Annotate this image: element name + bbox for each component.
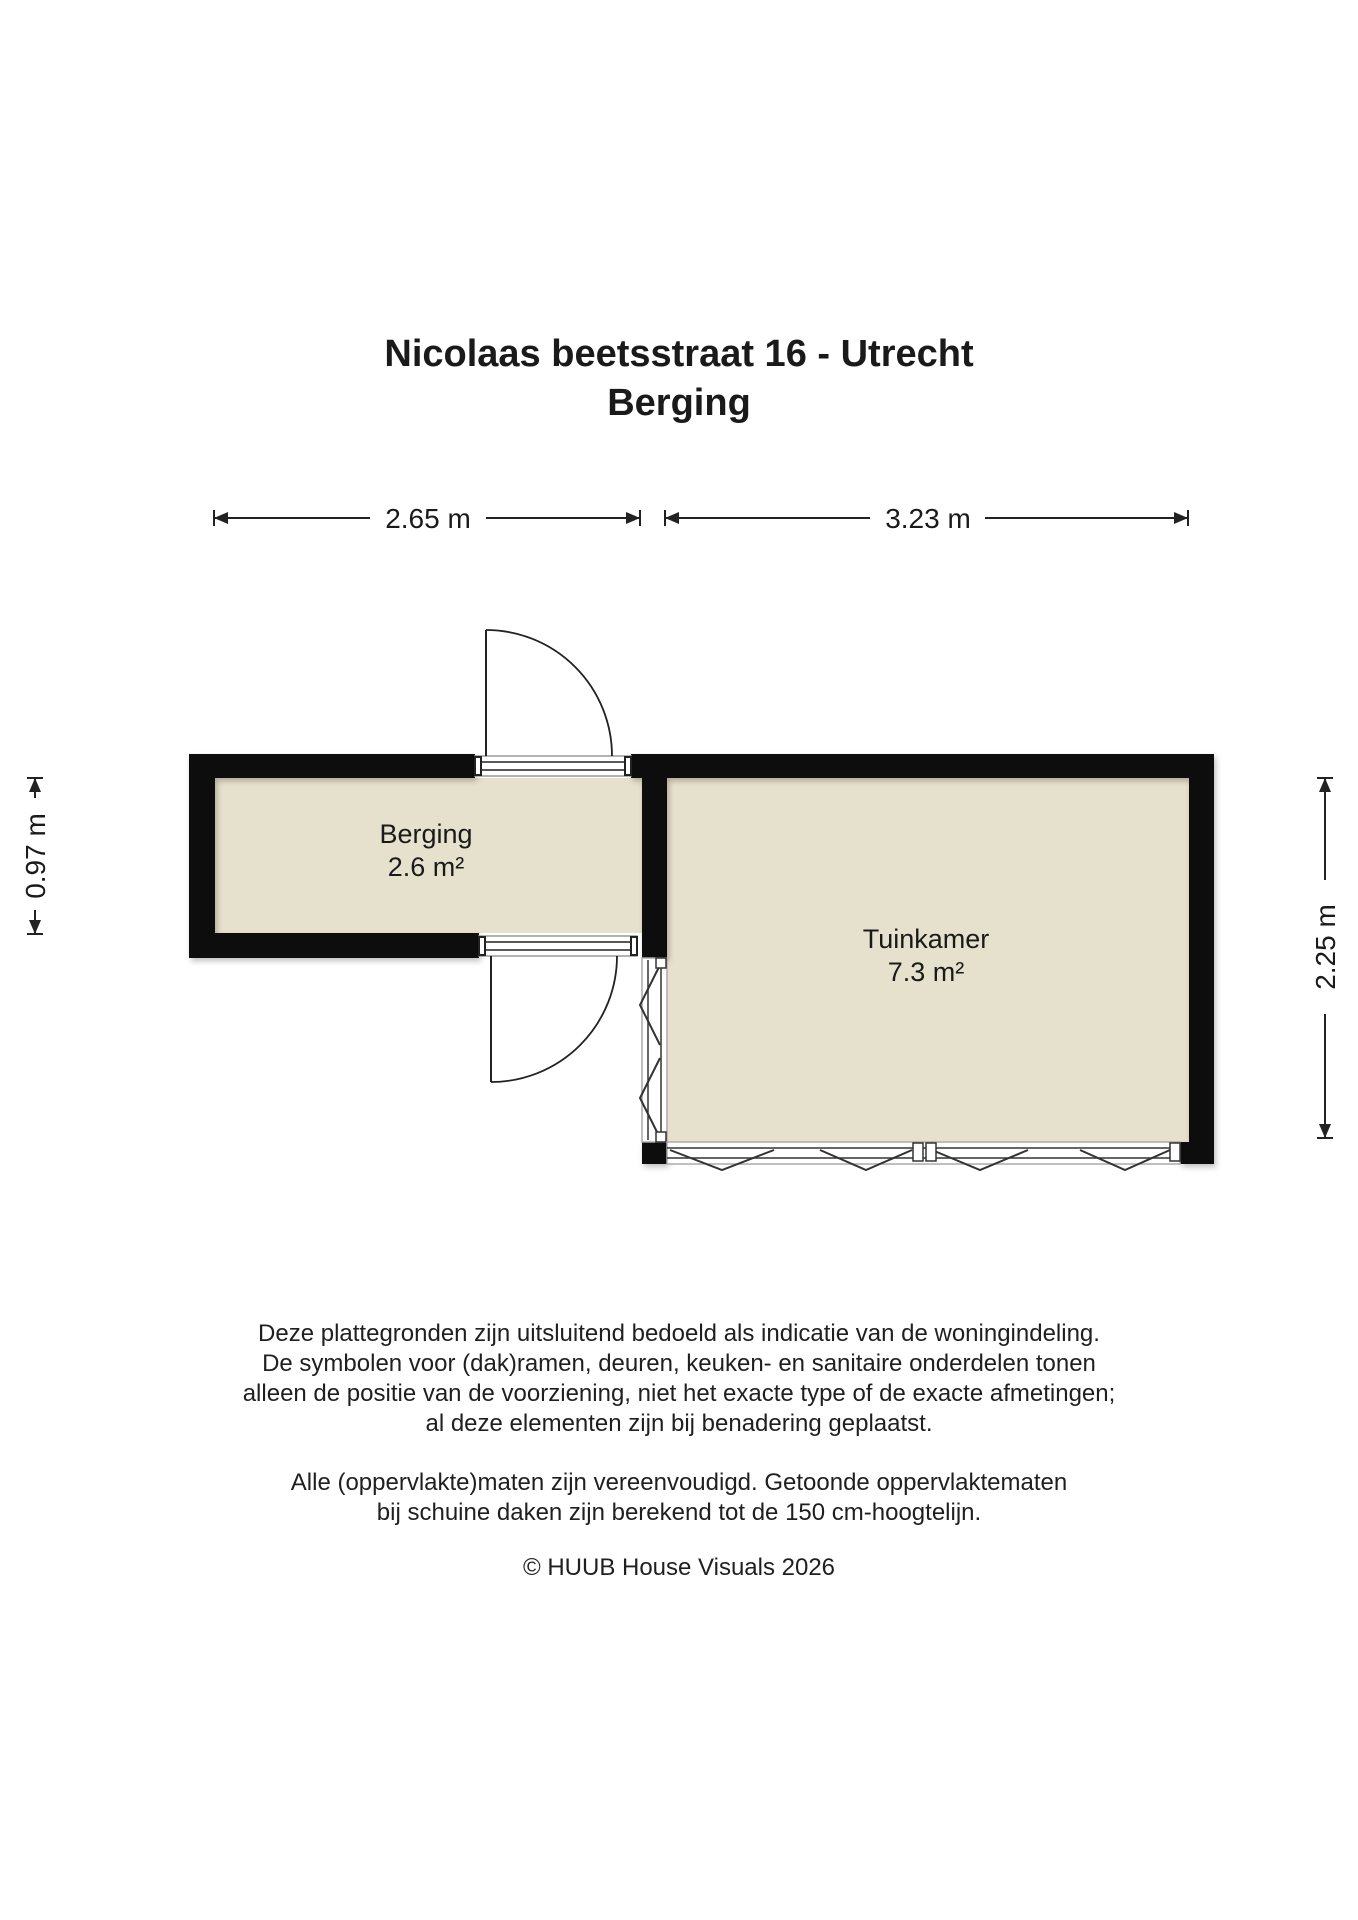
disclaimer-paragraph-1 [0, 1319, 1358, 1439]
dimension-label-top-right: 3.23 m [885, 503, 971, 534]
disclaimer-line: alleen de positie van de voorziening, niet het exacte type of de exacte afmetingen; [242, 1380, 1116, 1407]
door-top [475, 630, 631, 776]
disclaimer-line: bij schuine daken zijn berekend tot de 150 cm-hoogtelijn. [376, 1499, 982, 1526]
disclaimer-paragraph-2 [0, 1468, 1358, 1528]
copyright: © HUUB House Visuals 2026 [522, 1554, 836, 1581]
dimension-label-left: 0.97 m [20, 813, 51, 899]
disclaimer-line: Alle (oppervlakte)maten zijn vereenvoudigd. Getoonde oppervlaktematen [290, 1469, 1068, 1496]
floor-title: Berging [607, 382, 751, 424]
room-name-berging: Berging [379, 819, 473, 849]
door-bottom [479, 936, 637, 1082]
disclaimer-line: al deze elementen zijn bij benadering geplaatst. [425, 1410, 933, 1437]
folding-door-bottom [667, 1142, 1180, 1170]
room-area-tuinkamer: 7.3 m² [887, 957, 965, 987]
room-area-berging: 2.6 m² [387, 852, 465, 882]
folding-door-left [640, 958, 667, 1142]
plan-title: Nicolaas beetsstraat 16 - Utrecht [384, 333, 974, 375]
disclaimer-line: Deze plattegronden zijn uitsluitend bedoeld als indicatie van de woningindeling. [258, 1320, 1100, 1347]
room-name-tuinkamer: Tuinkamer [862, 924, 990, 954]
dimension-label-top-left: 2.65 m [385, 503, 471, 534]
dimension-label-right: 2.25 m [1310, 904, 1341, 990]
disclaimer-line: De symbolen voor (dak)ramen, deuren, keuken- en sanitaire onderdelen tonen [262, 1350, 1096, 1377]
